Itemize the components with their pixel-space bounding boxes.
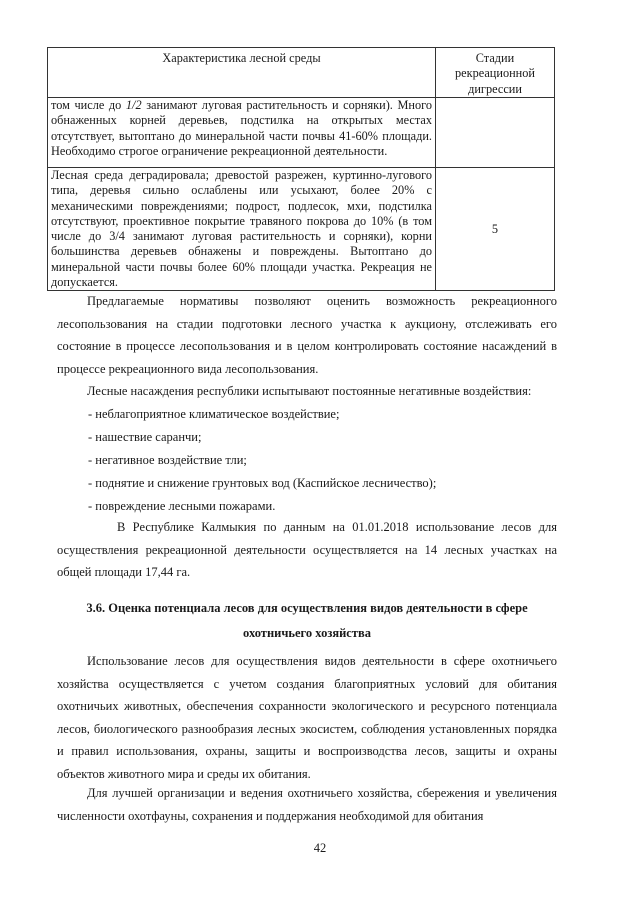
list-item: - повреждение лесными пожарами. [88, 499, 276, 513]
list-item: - негативное воздействие тли; [88, 453, 247, 467]
table-row [48, 98, 555, 168]
paragraph-impacts-intro: Лесные насаждения республики испытывают постоянные негативные воздействия: [87, 384, 532, 398]
list-item: - неблагоприятное климатическое воздействие; [88, 407, 340, 421]
paragraph-kalmykia: В Республике Калмыкия по данным на 01.01.2018 использование лесов для осуществления рекреационной деятельности осуществляется на 14 лесных участках на общей площади 17,44 га. [57, 520, 557, 579]
table-row [48, 168, 555, 291]
recreation-digression-table [47, 47, 555, 291]
section-heading: 3.6. Оценка потенциала лесов для осуществления видов деятельности в сфере [86, 601, 528, 615]
row-description: том числе до 1/2 занимают луговая растительность и сорняки). Много обнаженных корней деревьев, подстилка на открытых местах отсутствует, вытоптано до минеральной части почвы 41-60% площади. Необходимо строгое ограничение рекреационной деятельности. [48, 98, 436, 168]
row-stage [436, 98, 555, 168]
page-number: 42 [313, 841, 327, 855]
section-heading-cont: охотничьего хозяйства [243, 626, 371, 640]
row-stage: 5 [436, 168, 555, 291]
list-item: - поднятие и снижение грунтовых вод (Каспийское лесничество); [88, 476, 437, 490]
table-header-row [48, 48, 555, 98]
header-stages: Стадии рекреационной дигрессии [436, 48, 555, 98]
header-characteristic: Характеристика лесной среды [48, 48, 436, 98]
row-description: Лесная среда деградировала; древостой разрежен, куртинно-лугового типа, деревья сильно ослаблены или усыхают, более 20% с механическими повреждениями; подрост, подлесок, мхи, подстилка отсутствуют, проективное покрытие травяного покрова до 10% (в том числе до 3/4 занимают луговая растительность и сорняки), корни большинства деревьев обнажены и повреждены. Вытоптано до минеральной части почвы более 60% площади участка. Рекреация не допускается. [48, 168, 436, 291]
paragraph-organization: Для лучшей организации и ведения охотничьего хозяйства, сбережения и увеличения численности охотфауны, сохранения и поддержания необходимой для обитания [57, 786, 557, 823]
paragraph-norms: Предлагаемые нормативы позволяют оценить возможность рекреационного лесопользования на стадии подготовки лесного участка к аукциону, отслеживать его состояние в процессе лесопользования и в целом контролировать состояние насаждений в процессе рекреационного вида лесопользования. [57, 294, 557, 376]
paragraph-hunting: Использование лесов для осуществления видов деятельности в сфере охотничьего хозяйства осуществляется с учетом создания благоприятных условий для обитания охотничьих животных, обеспечения сохранности экологического и ресурсного потенциала лесов, биологического разнообразия лесных экосистем, соблюдения установленных порядка и правил использования, охраны, защиты и воспроизводства лесов, защиты и охраны объектов животного мира и среды их обитания. [57, 654, 557, 781]
list-item: - нашествие саранчи; [88, 430, 202, 444]
